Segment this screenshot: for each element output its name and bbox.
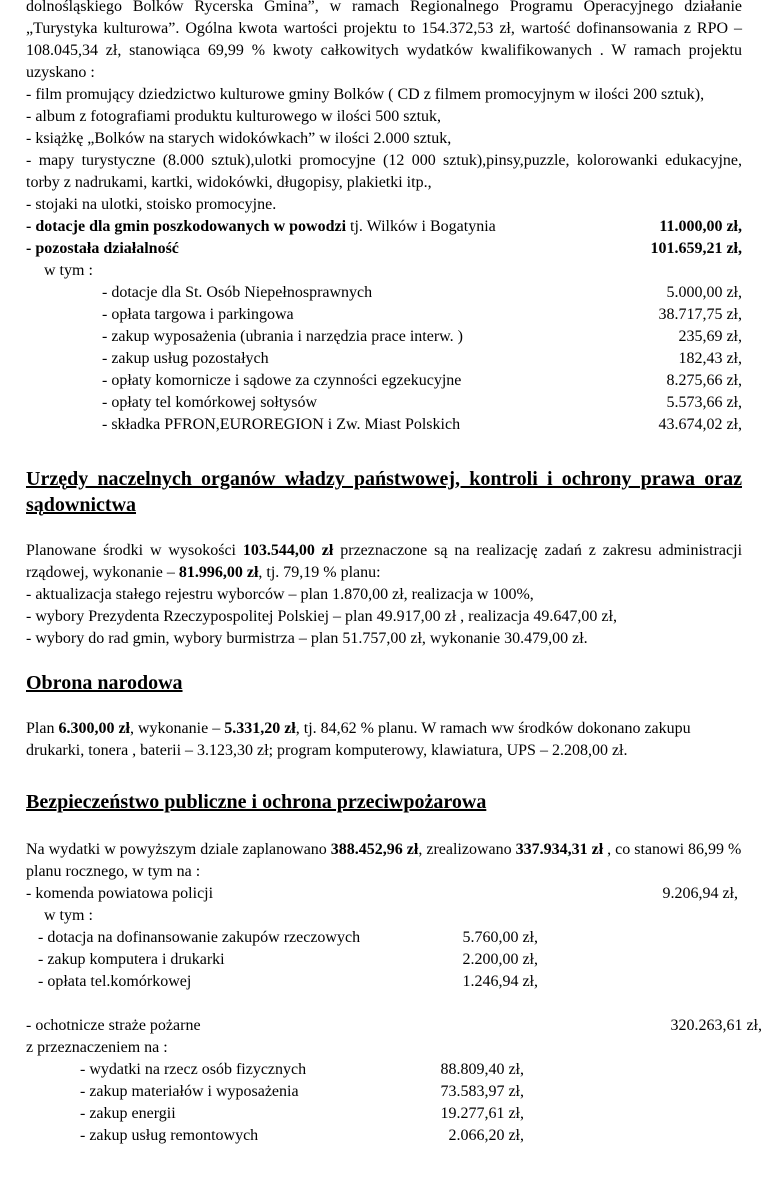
dotacje-amount: 11.000,00 zł,: [659, 218, 742, 235]
text-span: , wykonanie –: [130, 720, 225, 737]
section-heading-bezpieczenstwo: Bezpieczeństwo publiczne i ochrona przeciwpożarowa: [26, 791, 487, 813]
intro-bullet: - mapy turystyczne (8.000 sztuk),ulotki promocyjne (12 000 sztuk),pinsy,puzzle, kolorowanki edukacyjne, torby z nadrukami, kartki, widokówki, długopisy, plakietki itp.,: [26, 152, 742, 191]
osp-row: [26, 1015, 762, 1037]
policja-amount: 9.206,94 zł,: [662, 885, 738, 902]
osp-label: - ochotnicze straże pożarne: [26, 1017, 201, 1034]
list-item: [102, 282, 742, 304]
list-item: [102, 392, 742, 414]
osp-amount: 320.263,61 zł,: [670, 1017, 762, 1034]
list-item: [80, 1081, 524, 1103]
list-item: [38, 949, 538, 971]
item-amount: 5.573,66 zł,: [666, 394, 742, 411]
item-amount: 5.760,00 zł,: [462, 929, 538, 946]
item-amount: 8.275,66 zł,: [666, 372, 742, 389]
item-amount: 73.583,97 zł,: [440, 1083, 524, 1100]
text-span: , tj. 84,62 % planu. W ramach ww środków dokonano zakupu drukarki, tonera , baterii – 3.123,30 zł; program komputerowy, klawiatura, UPS – 2.208,00 zł.: [26, 720, 691, 759]
document-page: [26, 0, 762, 1147]
text-span: Planowane środki w wysokości: [26, 542, 243, 559]
policja-items-list: [38, 927, 538, 993]
item-amount: 43.674,02 zł,: [658, 416, 742, 433]
intro-bullet: - album z fotografiami produktu kulturowego w ilości 500 sztuk,: [26, 108, 442, 125]
z-przeznaczeniem-label: z przeznaczeniem na :: [26, 1039, 168, 1056]
item-amount: 88.809,40 zł,: [440, 1061, 524, 1078]
urzedy-bullet: - wybory Prezydenta Rzeczypospolitej Polskiej – plan 49.917,00 zł , realizacja 49.647,00 zł,: [26, 608, 617, 625]
pozostala-row: [26, 238, 742, 260]
list-item: [102, 348, 742, 370]
plan-amount: 6.300,00 zł: [58, 720, 130, 737]
list-item: [80, 1125, 524, 1147]
item-amount: 1.246,94 zł,: [462, 973, 538, 990]
item-label: - opłata targowa i parkingowa: [102, 306, 294, 323]
item-label: - zakup usług pozostałych: [102, 350, 269, 367]
urzedy-bullet: - aktualizacja stałego rejestru wyborców – plan 1.870,00 zł, realizacja w 100%,: [26, 586, 534, 603]
w-tym-label: w tym :: [44, 262, 93, 279]
item-amount: 2.066,20 zł,: [448, 1127, 524, 1144]
plan-amount: 103.544,00 zł: [242, 542, 334, 559]
item-label: - zakup materiałów i wyposażenia: [80, 1083, 299, 1100]
item-amount: 5.000,00 zł,: [666, 284, 742, 301]
execution-amount: 337.934,31 zł: [515, 841, 604, 858]
bezpieczenstwo-paragraph: [26, 839, 746, 883]
plan-amount: 388.452,96 zł: [330, 841, 419, 858]
dotacje-row: [26, 216, 742, 238]
section-heading-obrona: Obrona narodowa: [26, 672, 183, 694]
list-item: [102, 414, 742, 436]
execution-amount: 81.996,00 zł: [178, 564, 259, 581]
list-item: [102, 304, 742, 326]
osp-items-list: [80, 1059, 524, 1147]
intro-bullet: - stojaki na ulotki, stoisko promocyjne.: [26, 196, 277, 213]
text-span: , co stanowi 86,99 % planu rocznego, w tym na :: [26, 841, 742, 880]
list-item: [38, 927, 538, 949]
w-tym-label: w tym :: [44, 907, 93, 924]
pozostala-label: - pozostała działalność: [26, 240, 179, 257]
dotacje-label-rest: tj. Wilków i Bogatynia: [346, 218, 496, 235]
item-amount: 19.277,61 zł,: [440, 1105, 524, 1122]
item-label: - zakup komputera i drukarki: [38, 951, 225, 968]
item-label: - zakup wyposażenia (ubrania i narzędzia prace interw. ): [102, 328, 463, 345]
text-span: przeznaczone są na realizację zadań z zakresu administracji rządowej, wykonanie –: [26, 542, 743, 581]
pozostala-amount: 101.659,21 zł,: [650, 240, 742, 257]
item-label: - składka PFRON,EUROREGION i Zw. Miast Polskich: [102, 416, 461, 433]
item-label: - opłata tel.komórkowej: [38, 973, 192, 990]
item-amount: 2.200,00 zł,: [462, 951, 538, 968]
urzedy-bullet: - wybory do rad gmin, wybory burmistrza – plan 51.757,00 zł, wykonanie 30.479,00 zł.: [26, 630, 588, 647]
list-item: [102, 326, 742, 348]
intro-bullet: - książkę „Bolków na starych widokówkach” w ilości 2.000 sztuk,: [26, 130, 452, 147]
list-item: [102, 370, 742, 392]
dotacje-label: - dotacje dla gmin poszkodowanych w powodzi: [26, 218, 347, 235]
item-label: - opłaty tel komórkowej sołtysów: [102, 394, 318, 411]
item-label: - dotacja na dofinansowanie zakupów rzeczowych: [38, 929, 361, 946]
text-span: , tj. 79,19 % planu:: [258, 564, 381, 581]
policja-label: - komenda powiatowa policji: [26, 885, 214, 902]
item-label: - zakup usług remontowych: [80, 1127, 259, 1144]
section-heading-urzedy: Urzędy naczelnych organów władzy państwowej, kontroli i ochrony prawa oraz sądownictwa: [26, 468, 742, 516]
intro-paragraph: dolnośląskiego Bolków Rycerska Gmina”, w ramach Regionalnego Programu Operacyjnego działanie „Turystyka kulturowa”. Ogólna kwota wartości projektu to 154.372,53 zł, wartość dofinansowania z RPO – 108.045,34 zł, stanowiąca 69,99 % kwoty całkowitych wydatków kwalifikowanych . W ramach projektu uzyskano :: [26, 0, 742, 81]
item-label: - zakup energii: [80, 1105, 176, 1122]
policja-row: [26, 883, 738, 905]
list-item: [80, 1103, 524, 1125]
item-label: - dotacje dla St. Osób Niepełnosprawnych: [102, 284, 373, 301]
item-amount: 182,43 zł,: [678, 350, 742, 367]
intro-bullet: - film promujący dziedzictwo kulturowe gminy Bolków ( CD z filmem promocyjnym w ilości 200 sztuk),: [26, 86, 705, 103]
obrona-paragraph: [26, 718, 746, 762]
pozostala-items-list: [102, 282, 742, 436]
item-amount: 38.717,75 zł,: [658, 306, 742, 323]
list-item: [38, 971, 538, 993]
text-span: Na wydatki w powyższym dziale zaplanowano: [26, 841, 331, 858]
item-label: - wydatki na rzecz osób fizycznych: [80, 1061, 307, 1078]
list-item: [80, 1059, 524, 1081]
execution-amount: 5.331,20 zł: [224, 720, 296, 737]
text-span: , zrealizowano: [418, 841, 516, 858]
urzedy-paragraph: [26, 540, 742, 584]
item-amount: 235,69 zł,: [678, 328, 742, 345]
text-span: Plan: [26, 720, 59, 737]
item-label: - opłaty komornicze i sądowe za czynności egzekucyjne: [102, 372, 462, 389]
